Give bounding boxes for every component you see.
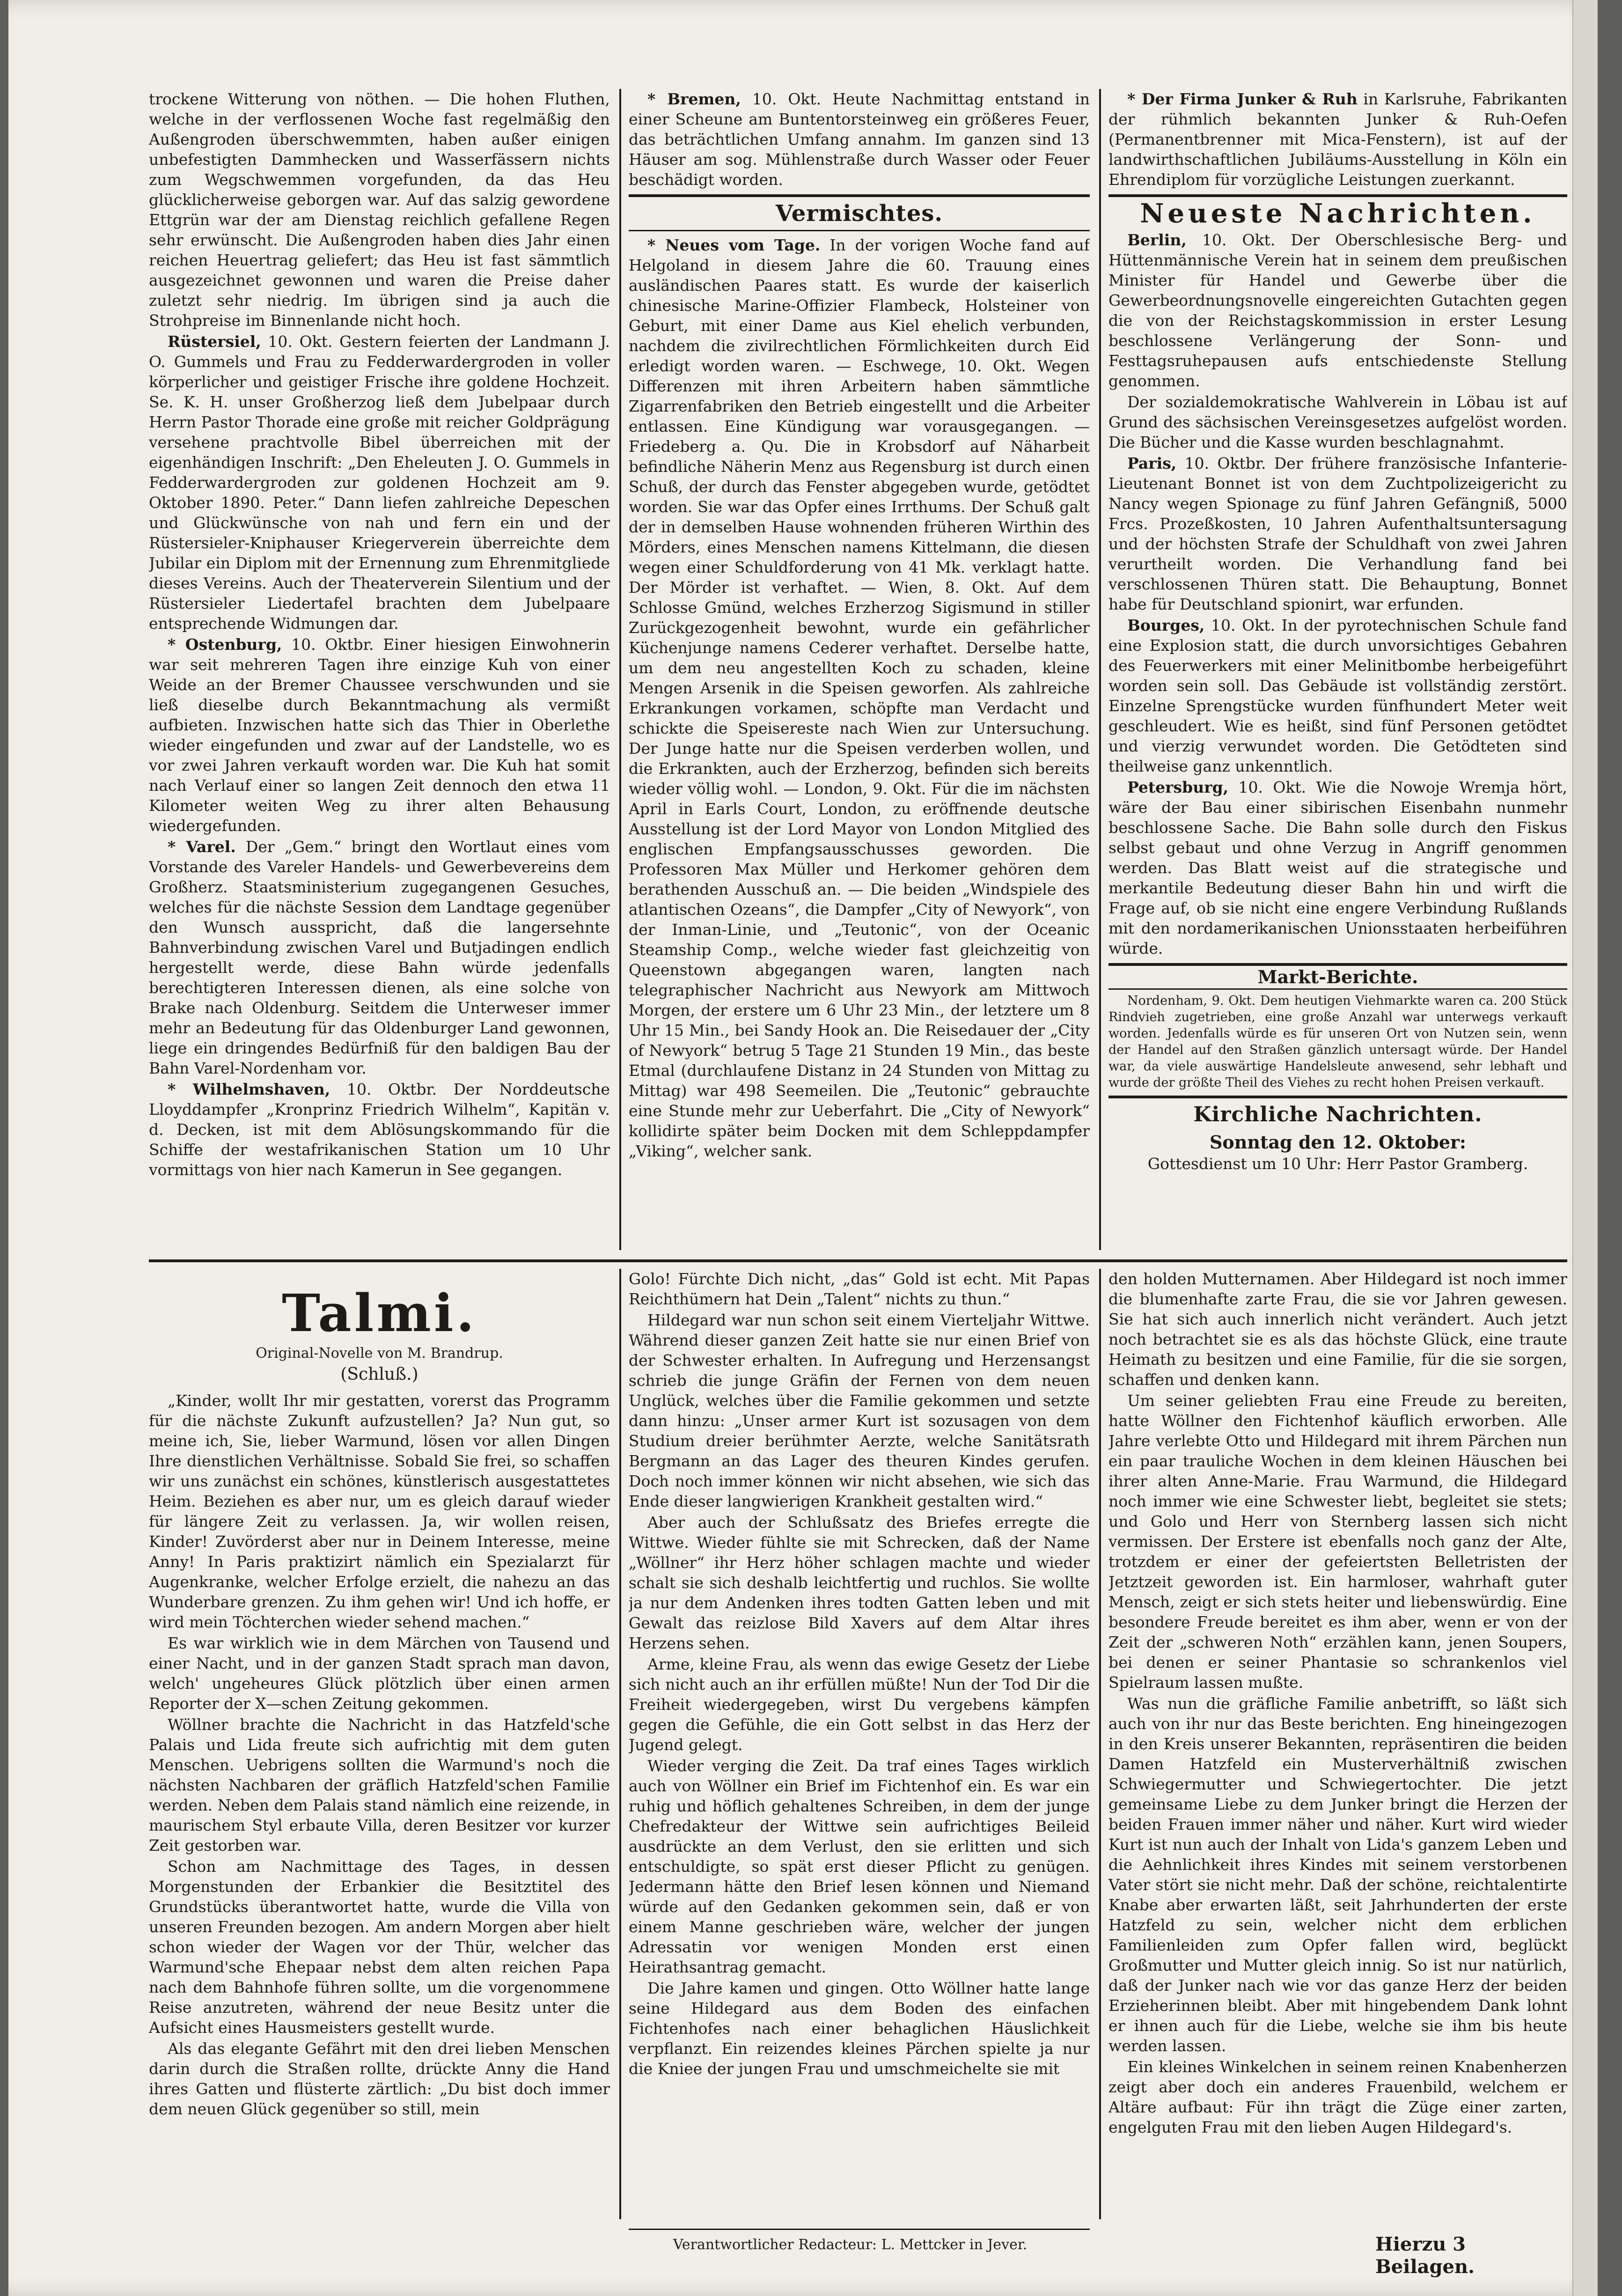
supplement-note: Hierzu 3 Beilagen. (1375, 2233, 1475, 2278)
novel-paragraph: „Kinder, wollt Ihr mir gestatten, vorerst das Programm für die nächste Zukunft aufzustellen? Ja? Nun gut, so meine ich, Sie, lieber Warmund, lösen vor allen Dingen Ihre dienstlichen Verhältnisse. Sobald Sie frei, so schaffen wir uns zunächst ein schönes, künstlerisch ausgestattetes Heim. Beziehen es aber nur, um es gleich darauf wieder für längere Zeit zu verlassen. Ja, wir wollen reisen, Kinder! Zuvörderst aber nur in Deinem Interesse, meine Anny! In Paris praktizirt nämlich ein Spezialarzt für Augenkranke, welcher Erfolge erzielt, die nahezu an das Wunderbare grenzen. Zu ihm gehen wir! Und ich hoffe, er wird mein Töchterchen wieder sehend machen.“ (149, 1391, 610, 1631)
article-paragraph: * Der Firma Junker & Ruh in Karlsruhe, Fabrikanten der rühmlich bekannten Junker & Ruh-Oefen (Permanentbrenner mit Mica-Fenstern), ist auf der landwirthschaftlichen Jubiläums-Ausstellung in Köln ein Ehrendiplom für vorzügliche Leistungen zuerkannt. (1108, 90, 1567, 189)
novel-paragraph: Was nun die gräfliche Familie anbetrifft, so läßt sich auch von ihr nur das Beste berichten. Eng hineingezogen in den Kreis unserer Bekannten, repräsentiren die beiden Damen Hatzfeld ein Musterverhältniß zwischen Schwiegermutter und Schwiegertochter. Die jetzt gemeinsame Liebe zu dem Junker bringt die Herzen der beiden Frauen immer näher und näher. Kurt wird wieder Kurt ist nun auch der Inhalt von Lida's ganzem Leben und die Aehnlichkeit ihres Kindes mit seinem verstorbenen Vater stört sie nicht mehr. Daß der schöne, reichtalentirte Knabe aber erwarten läßt, seit Jahrhunderten der erste Hatzfeld zu sein, welcher nicht dem erblichen Familienleiden zum Opfer fallen wird, beglückt Großmutter und Mutter gleich innig. So ist nur natürlich, daß der Junker nach wie vor das ganze Herz der beiden Erzieherinnen bleibt. Aber mit hingebendem Dank lohnt er ihnen auch für die Liebe, welche sie ihm bis heute werden lassen. (1108, 1694, 1567, 2055)
novel-paragraph: Ein kleines Winkelchen in seinem reinen Knabenherzen zeigt aber doch ein anderes Frauenbild, welchem er Altäre aufbaut: Für ihn trägt die Züge einer zarten, engelguten Frau mit den lieben Augen Hildegard's. (1108, 2058, 1567, 2136)
novel-title: Talmi. (282, 1283, 477, 1343)
novel-conclusion-marker: (Schluß.) (340, 1365, 418, 1384)
page-edge (1572, 0, 1598, 2296)
article-paragraph: * Ostenburg, 10. Oktbr. Einer hiesigen Einwohnerin war seit mehreren Tagen ihre einzige Kuh von einer Weide an der Bremer Chaussee verschwunden und sie ließ dieselbe durch Bekanntmachung als vermißt aufbieten. Inzwischen hatte sich das Thier in Oberlethe wieder eingefunden und zwar auf der Landstelle, wo es vor zwei Jahren verkauft worden war. Die Kuh hat somit nach Verlauf einer so langen Zeit dennoch den etwa 11 Kilometer weiten Weg zu ihrer alten Behausung wiedergefunden. (149, 635, 610, 835)
section-rule (1108, 988, 1567, 990)
section-rule (629, 230, 1090, 231)
section-rule (1108, 1096, 1567, 1098)
article-paragraph: Der sozialdemokratische Wahlverein in Löbau ist auf Grund des sächsischen Vereinsgesetzes aufgelöst worden. Die Bücher und die Kasse wurden beschlagnahmt. (1108, 393, 1567, 451)
newspaper-page (8, 0, 1598, 2296)
feuilleton-rule (149, 1259, 1567, 1262)
novel-paragraph: Die Jahre kamen und gingen. Otto Wöllner hatte lange seine Hildegard aus dem Boden des einfachen Fichtenhofes nach einer behaglichen Häuslichkeit verpflanzt. Ein reizendes kleines Pärchen spielte ja nur die Kniee der jungen Frau und umschmeichelte sie mit (629, 1979, 1090, 2078)
editor-line: Verantwortlicher Redacteur: L. Mettcker in Jever. (673, 2237, 1028, 2253)
section-rule (629, 194, 1090, 197)
novel-paragraph: Aber auch der Schlußsatz des Briefes erregte die Wittwe. Wieder fühlte sie mit Schrecken, daß der Name „Wöllner“ ihr Herz höher schlagen machte und wieder schalt sie sich deshalb leichtfertig und ruchlos. Sie wollte ja nur dem Andenken ihres todten Gatten leben und mit Gewalt das reizlose Bild Xavers auf dem Altar ihres Herzens sehen. (629, 1513, 1090, 1652)
novel-paragraph: Golo! Fürchte Dich nicht, „das“ Gold ist echt. Mit Papas Reichthümern hat Dein „Talent“ nichts zu thun.“ (629, 1270, 1090, 1308)
footer-rule (629, 2229, 1090, 2230)
novel-paragraph: Arme, kleine Frau, als wenn das ewige Gesetz der Liebe sich nicht auch an ihr erfüllen müßte! Nun der Tod Dir die Freiheit wiedergegeben, wirst Du vergebens kämpfen gegen die Gefühle, die ein Gott selbst in das Herz der Jugend gelegt. (629, 1655, 1090, 1754)
article-paragraph: Rüstersiel, 10. Okt. Gestern feierten der Landmann J. O. Gummels und Frau zu Fedderwardergroden in voller körperlicher und geistiger Frische ihre goldene Hochzeit. Se. K. H. unser Großherzog ließ dem Jubelpaar durch Herrn Pastor Thorade eine große mit reicher Goldprägung versehene prachtvolle Bibel überreichen mit der eigenhändigen Inschrift: „Den Eheleuten J. O. Gummels in Fedderwardergroden zur goldenen Hochzeit am 9. Oktober 1890. Peter.“ Dann liefen zahlreiche Depeschen und Glückwünsche von nah und fern ein und der Rüstersieler-Kniphauser Kriegerverein überreichte dem Jubilar ein Diplom mit der Ernennung zum Ehrenmitgliede dieses Vereins. Auch der Theaterverein Silentium und der Rüstersieler Liedertafel brachten dem Jubelpaare entsprechende Widmungen dar. (149, 332, 610, 633)
section-heading-kirchliche-nachrichten: Kirchliche Nachrichten. (1193, 1103, 1483, 1126)
church-service-text: Gottesdienst um 10 Uhr: Herr Pastor Gramberg. (1147, 1155, 1528, 1173)
column-3-top (1108, 89, 1567, 1250)
column-rule (619, 1269, 621, 2219)
column-rule (1099, 1269, 1101, 2219)
article-paragraph: Bourges, 10. Okt. In der pyrotechnischen Schule fand eine Explosion statt, die durch unvorsichtiges Gebahren des Feuerwerkers mit einer Melinitbombe herbeigeführt worden sein soll. Das Gebäude ist vollständig zerstört. Einzelne Sprengstücke wurden fünfhundert Meter weit geschleudert. Wie es heißt, sind fünf Personen getödtet und vierzig verwundet worden. Die Getödteten sind theilweise ganz unkenntlich. (1108, 616, 1567, 775)
page-content (149, 89, 1567, 2278)
novel-paragraph: Wöllner brachte die Nachricht in das Hatzfeld'sche Palais und Lida freute sich aufrichtig mit dem guten Menschen. Uebrigens sollten die Warmund's noch die nächsten Nachbaren der gräflich Hatzfeld'schen Familie werden. Neben dem Palais stand nämlich eine reizende, in maurischem Styl erbaute Villa, deren Besitzer vor kurzer Zeit gestorben war. (149, 1715, 610, 1854)
novel-paragraph: den holden Mutternamen. Aber Hildegard ist noch immer die blumenhafte zarte Frau, die sie vor Jahren gewesen. Sie hat sich auch innerlich nicht verändert. Auch jetzt noch betrachtet sie es als das höchste Glück, eine traute Heimath zu besitzen und eine Familie, für die sie sorgen, schaffen und denken kann. (1108, 1270, 1567, 1389)
novel-paragraph: Hildegard war nun schon seit einem Vierteljahr Wittwe. Während dieser ganzen Zeit hatte sie nur einen Brief von der Schwester erhalten. In Aufregung und Herzensangst schrieb die junge Gräfin der Fernen von dem neuen Unglück, welches über die Familie gekommen und setzte dann hinzu: „Unser armer Kurt ist sozusagen von dem Studium dreier berühmter Aerzte, welche Sanitätsrath Bergmann an das Lager des theuren Kindes gerufen. Doch noch immer können wir nicht absehen, wie sich das Ende dieser langwierigen Krankheit gestalten wird.“ (629, 1311, 1090, 1510)
section-rule (1108, 194, 1567, 197)
novel-paragraph: Es war wirklich wie in dem Märchen von Tausend und einer Nacht, und in der ganzen Stadt sprach man davon, welch' ungeheures Glück plötzlich über einen armen Reporter der X—schen Zeitung gekommen. (149, 1634, 610, 1713)
novel-subtitle: Original-Novelle von M. Brandrup. (256, 1345, 503, 1361)
article-paragraph: Petersburg, 10. Okt. Wie die Nowoje Wremja hört, wäre der Bau einer sibirischen Eisenbahn nunmehr beschlossene Sache. Die Bahn solle durch den Fiskus selbst gebaut und ohne Verzug in Angriff genommen werden. Das Blatt weist auf die strategische und merkantile Bedeutung dieser Bahn hin und wirft die Frage auf, ob sie nicht eine engere Verbindung Rußlands mit den nordamerikanischen Unionsstaaten herbeiführen würde. (1108, 778, 1567, 957)
column-rule (619, 89, 621, 1250)
market-report-text: Nordenham, 9. Okt. Dem heutigen Viehmarkte waren ca. 200 Stück Rindvieh zugetrieben, eine große Anzahl war unterwegs verkauft worden. Jedenfalls würde es für unseren Ort von Nutzen sein, wenn der Handel auf den Straßen gänzlich untersagt würde. Der Handel war, da viele auswärtige Handelsleute anwesend, sehr lebhaft und wurde der größte Theil des Viehes zu recht hohen Preisen verkauft. (1108, 993, 1567, 1090)
column-1-top (149, 89, 610, 1250)
article-paragraph: Berlin, 10. Okt. Der Oberschlesische Berg- und Hüttenmännische Verein hat in seinem dem preußischen Minister für Handel und Gewerbe über die Gewerbeordnungsnovelle eingereichten Gutachten gegen die von der Reichstagskommission in erster Lesung beschlossene Verlängerung der Sonn- und Festtagsruhepausen aufs entschiedenste Stellung genommen. (1108, 231, 1567, 390)
article-paragraph: * Wilhelmshaven, 10. Oktbr. Der Norddeutsche Lloyddampfer „Kronprinz Friedrich Wilhelm“, Kapitän v. d. Decken, ist mit dem Ablösungskommando für die Schiffe der westafrikanischen Station um 10 Uhr vormittags von hier nach Kamerun in See gegangen. (149, 1080, 610, 1179)
section-heading-neueste-nachrichten: Neueste Nachrichten. (1140, 198, 1536, 229)
talmi-column-3 (1108, 1269, 1567, 2219)
section-heading-markt-berichte: Markt-Berichte. (1257, 966, 1418, 987)
article-paragraph: trockene Witterung von nöthen. — Die hohen Fluthen, welche in der verflossenen Woche fast regelmäßig den Außengroden überschwemmten, haben außer einigen unbefestigten Dammhecken und Wasserfässern nichts zum Wegschwemmen vorgefunden, da das Heu glücklicherweise geborgen war. Auf das salzig gewordene Ettgrün war der am Dienstag reichlich gefallene Regen sehr erwünscht. Die Außengroden haben dies Jahr einen reichen Heuertrag geliefert; das Heu ist fast sämmtlich ausgezeichnet gewonnen und waren die Preise daher zuletzt sehr niedrig. Im übrigen sind ja auch die Strohpreise im Binnenlande nicht hoch. (149, 90, 610, 330)
church-service-date: Sonntag den 12. Oktober: (1209, 1132, 1467, 1153)
article-paragraph: * Neues vom Tage. In der vorigen Woche fand auf Helgoland in diesem Jahre die 60. Trauung eines ausländischen Paares statt. Es wurde der kaiserlich chinesische Marine-Offizier Flambeck, Holsteiner von Geburt, mit einer Dame aus Kiel ehelich verbunden, nachdem die zivilrechtlichen Förmlichkeiten durch Eid erledigt worden waren. — Eschwege, 10. Okt. Wegen Differenzen mit ihren Arbeitern haben sämmtliche Zigarrenfabriken den Betrieb eingestellt und die Arbeiter entlassen. Eine Kündigung war vorausgegangen. — Friedeberg a. Qu. Die in Krobsdorf auf Näharbeit befindliche Näherin Menz aus Regensburg ist durch einen Schuß, der durch das Fenster abgegeben wurde, getödtet worden. Sie war das Opfer eines Irrthums. Der Schuß galt der in demselben Hause wohnenden früheren Wirthin des Mörders, eines Menschen namens Kittelmann, die diesen wegen einer Schuldforderung von 41 Mk. verklagt hatte. Der Mörder ist verhaftet. — Wien, 8. Okt. Auf dem Schlosse Gmünd, welches Erzherzog Sigismund in stiller Zurückgezogenheit bewohnt, wurde ein gefährlicher Küchenjunge namens Cederer verhaftet. Derselbe hatte, um dem neu angestellten Koch zu schaden, kleine Mengen Arsenik in die Speisen geworfen. Als zahlreiche Erkrankungen vorkamen, schöpfte man Verdacht und schickte die Speisereste nach Wien zur Untersuchung. Der Junge hatte nur die Speisen verderben wollen, und die Erkrankten, auch der Erzherzog, befinden sich bereits wieder völlig wohl. — London, 9. Okt. Für die im nächsten April in Earls Court, London, zu eröffnende deutsche Ausstellung ist der Lord Mayor von London Mitglied des englischen Empfangsausschusses geworden. Die Professoren Max Müller und Herkomer gehören dem berathenden Ausschuß an. — Die beiden „Windspiele des atlantischen Ozeans“, die Dampfer „City of Newyork“, von der Inman-Linie, und „Teutonic“, von der Oceanic Steamship Comp., welche wieder fast gleichzeitig von Queenstown abgegangen waren, langten nach telegraphischer Nachricht aus Newyork am Mittwoch Morgen, der erstere um 6 Uhr 23 Min., der letztere um 8 Uhr 15 Min., bei Sandy Hook an. Die Reisedauer der „City of Newyork“ betrug 5 Tage 21 Stunden 19 Min., das beste Etmal (durchlaufene Distanz in 24 Stunden von Mittag zu Mittag) war 498 Seemeilen. Die „Teutonic“ gebrauchte eine Stunde mehr zur Ueberfahrt. Die „City of Newyork“ kollidirte später beim Docken mit dem Schleppdampfer „Viking“, welcher sank. (629, 236, 1090, 1160)
article-paragraph: * Bremen, 10. Okt. Heute Nachmittag entstand in einer Scheune am Buntentorsteinweg ein größeres Feuer, das beträchtlichen Umfang annahm. Im ganzen sind 13 Häuser am sog. Mühlenstraße durch Wasser oder Feuer beschädigt worden. (629, 90, 1090, 189)
talmi-column-1 (149, 1269, 610, 2219)
novel-paragraph: Als das elegante Gefährt mit den drei lieben Menschen darin durch die Straßen rollte, drückte Anny die Hand ihres Gatten und flüsterte zärtlich: „Du bist doch immer dem neuen Glück gegenüber so still, mein (149, 2039, 610, 2118)
column-2-top (629, 89, 1090, 1250)
column-rule (1099, 89, 1101, 1250)
novel-paragraph: Schon am Nachmittage des Tages, in dessen Morgenstunden der Erbankier die Besitztitel des Grundstücks überantwortet hatte, wurde die Villa von unseren Freunden bezogen. Am andern Morgen aber hielt schon wieder der Wagen vor der Thür, welcher das Warmund'sche Ehepaar nebst dem alten reichen Papa nach dem Bahnhofe führen sollte, um die vorgenommene Reise anzutreten, während der neue Besitz unter die Aufsicht eines Hausmeisters gestellt wurde. (149, 1857, 610, 2037)
section-heading-vermischtes: Vermischtes. (775, 200, 943, 227)
talmi-column-2 (629, 1269, 1090, 2219)
article-paragraph: Paris, 10. Oktbr. Der frühere französische Infanterie-Lieutenant Bonnet ist von dem Zuchtpolizeigericht zu Nancy wegen Spionage zu fünf Jahren Gefängniß, 5000 Frcs. Prozeßkosten, 10 Jahren Aufenthaltsuntersagung und der höchsten Strafe der Schuldhaft von zwei Jahren verurtheilt worden. Die Verhandlung fand bei verschlossenen Thüren statt. Die Behauptung, Bonnet habe für Deutschland spionirt, war erfunden. (1108, 454, 1567, 613)
novel-paragraph: Um seiner geliebten Frau eine Freude zu bereiten, hatte Wöllner den Fichtenhof käuflich erworben. Alle Jahre verlebte Otto und Hildegard mit ihrem Pärchen nun ein paar trauliche Wochen in dem kleinen Häuschen bei ihrer alten Anne-Marie. Frau Warmund, die Hildegard noch immer wie eine Schwester liebt, begleitet sie stets; und Golo und Herr von Sternberg lassen sich nicht vermissen. Der Erstere ist ebenfalls noch ganz der Alte, trotzdem er einer der gefeiertsten Belletristen der Jetztzeit geworden ist. Ein harmloser, wahrhaft guter Mensch, zeigt er sich stets heiter und liebenswürdig. Eine besondere Freude bereitet es ihm aber, wenn er von der Zeit der „schweren Noth“ erzählen kann, jenen Soupers, bei denen er seiner Phantasie so schrankenlos viel Spielraum lassen mußte. (1108, 1391, 1567, 1692)
article-paragraph: * Varel. Der „Gem.“ bringt den Wortlaut eines vom Vorstande des Vareler Handels- und Gewerbevereins dem Großherz. Staatsministerium zugegangenen Gesuches, welches für die nächste Session dem Landtage gegenüber den Wunsch ausspricht, daß die langersehnte Bahnverbindung zwischen Varel und Butjadingen endlich hergestellt werde, diese Bahn würde jedenfalls berechtigteren Interessen dienen, als eine solche von Brake nach Oldenburg. Seitdem die Unterweser immer mehr an Bedeutung für das Oldenburger Land gewonnen, liege ein dringendes Bedürfniß für den baldigen Bau der Bahn Varel-Nordenham vor. (149, 838, 610, 1077)
novel-paragraph: Wieder verging die Zeit. Da traf eines Tages wirklich auch von Wöllner ein Brief im Fichtenhof ein. Es war ein ruhig und höflich gehaltenes Schreiben, in dem der junge Chefredakteur der Wittwe sein aufrichtiges Beileid ausdrückte an dem Verlust, den sie erlitten und sich entschuldigte, so spät erst dieser Pflicht zu genügen. Jedermann hätte den Brief lesen können und Niemand würde auf den Gedanken gekommen sein, daß er von einem Manne geschrieben wäre, welcher der jungen Adressatin vor wenigen Monden erst einen Heirathsantrag gemacht. (629, 1757, 1090, 1976)
